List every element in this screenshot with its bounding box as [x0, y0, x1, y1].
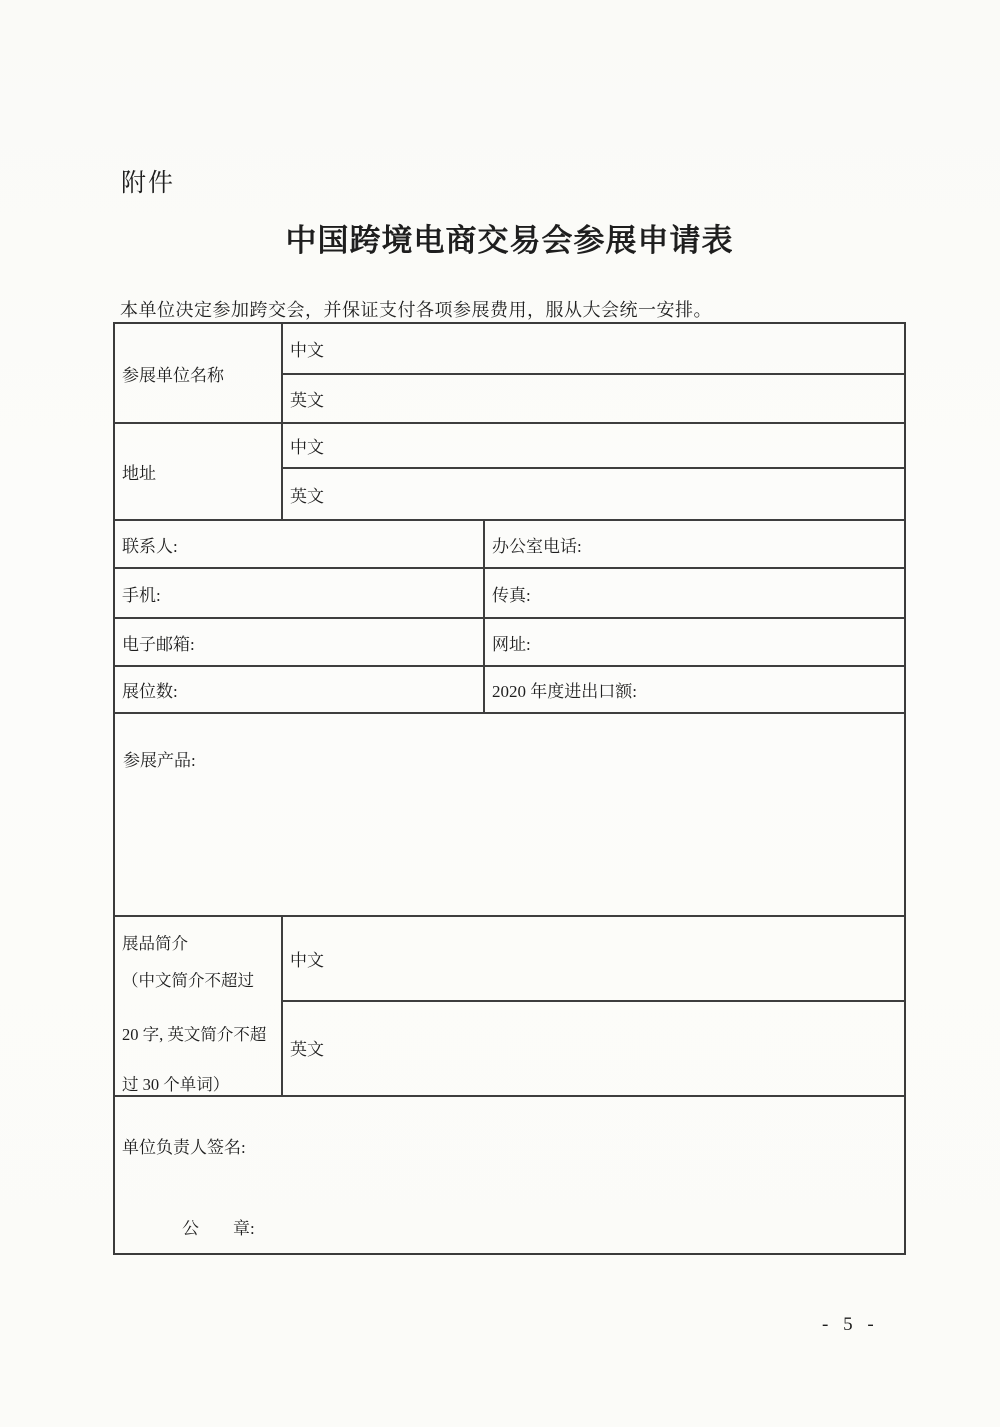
- exhibitor-name-cn-field: [283, 324, 904, 375]
- email-field: [115, 619, 485, 665]
- product-intro-label-line1: 展品简介: [122, 934, 188, 953]
- trade-volume-label: 2020 年度进出口额:: [492, 682, 637, 701]
- address-section: [115, 422, 904, 519]
- fax-label: 传真:: [492, 585, 531, 605]
- products-field: [115, 714, 904, 915]
- office-phone-label: 办公室电话:: [492, 536, 582, 556]
- form-title: 中国跨境电商交易会参展申请表: [285, 223, 734, 258]
- signature-label: 单位负责人签名:: [122, 1138, 246, 1157]
- address-cn-field: [283, 424, 904, 469]
- contact-row: [115, 519, 904, 567]
- page-number: - 5 -: [822, 1314, 879, 1335]
- application-form-table: [113, 322, 906, 1255]
- address-label: 地址: [115, 424, 283, 519]
- product-intro-section: [115, 915, 904, 1095]
- seal-label: 公 章:: [182, 1219, 255, 1238]
- product-intro-fields: [283, 917, 904, 1095]
- exhibitor-name-fields: [283, 324, 904, 422]
- contact-person-label: 联系人:: [122, 536, 178, 556]
- product-intro-label-line4: 过 30 个单词）: [122, 1075, 230, 1094]
- declaration-text: 本单位决定参加跨交会，并保证支付各项参展费用，服从大会统一安排。: [120, 300, 712, 320]
- product-intro-cn-label: 中文: [290, 951, 324, 970]
- address-cn-label: 中文: [290, 438, 324, 457]
- address-en-label: 英文: [290, 486, 324, 506]
- mobile-fax-row: [115, 567, 904, 617]
- product-intro-cn-field: [283, 917, 904, 1002]
- product-intro-label-line3: 20 字, 英文简介不超: [122, 1025, 267, 1044]
- fax-field: [485, 569, 904, 617]
- booth-trade-row: [115, 665, 904, 712]
- exhibitor-name-en-field: [283, 375, 904, 422]
- exhibitor-name-section: [115, 324, 904, 422]
- address-fields: [283, 424, 904, 519]
- exhibitor-name-label: 参展单位名称: [115, 324, 283, 422]
- mobile-field: [115, 569, 485, 617]
- trade-volume-field: [485, 667, 904, 712]
- products-label: 参展产品:: [123, 751, 196, 770]
- website-field: [485, 619, 904, 665]
- exhibitor-name-en-label: 英文: [290, 391, 324, 410]
- exhibitor-name-cn-label: 中文: [290, 341, 324, 360]
- contact-person-field: [115, 521, 485, 567]
- product-intro-label: [115, 917, 283, 1095]
- attachment-label: 附件: [121, 170, 176, 197]
- mobile-label: 手机:: [122, 585, 161, 605]
- website-label: 网址:: [492, 634, 531, 654]
- signature-section: [115, 1095, 904, 1255]
- email-label: 电子邮箱:: [122, 634, 195, 654]
- products-section: [115, 712, 904, 915]
- product-intro-label-line2: （中文简介不超过: [122, 971, 254, 990]
- address-en-field: [283, 469, 904, 519]
- email-website-row: [115, 617, 904, 665]
- booth-count-field: [115, 667, 485, 712]
- office-phone-field: [485, 521, 904, 567]
- signature-field: [115, 1097, 904, 1255]
- product-intro-en-label: 英文: [290, 1040, 324, 1059]
- booth-count-label: 展位数:: [122, 682, 178, 701]
- product-intro-en-field: [283, 1002, 904, 1093]
